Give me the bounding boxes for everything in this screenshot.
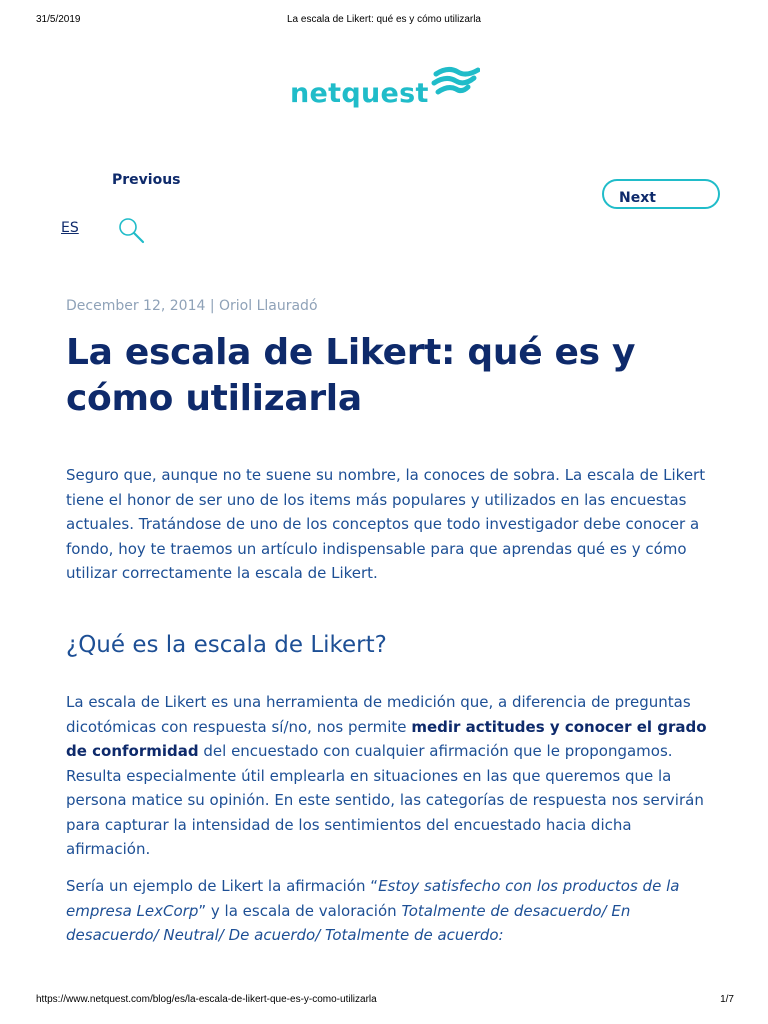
search-icon (117, 216, 147, 246)
print-url: https://www.netquest.com/blog/es/la-escala-de-likert-que-es-y-como-utilizarla (36, 994, 377, 1005)
example-paragraph (66, 874, 716, 948)
example-text-1: Sería un ejemplo de Likert la afirmación “ (66, 877, 379, 895)
search-button[interactable] (117, 216, 147, 246)
definition-text-1: La escala de Likert es una herramienta de medición que, a diferencia de preguntas dicotómicas con respuesta sí/no, nos permite (66, 693, 691, 736)
wave-stripes-icon (428, 66, 480, 96)
language-selector[interactable]: ES (61, 220, 79, 236)
next-button[interactable] (602, 179, 720, 209)
example-text-2: ” y la escala de valoración (198, 901, 402, 920)
netquest-logo[interactable] (290, 66, 490, 116)
next-button-label: Next (619, 190, 656, 206)
definition-text-2: del encuestado con cualquier afirmación que le propongamos. Resulta especialmente útil emplearla en situaciones en las que queremos que la persona matice su opinión. En este sentido, las categorías de respuesta nos servirán para capturar la intensidad de los sentimientos del encuestado hacia dicha afirmación. (66, 742, 704, 858)
example-scale: Totalmente de desacuerdo/ En desacuerdo/ Neutral/ De acuerdo/ Totalmente de acuerdo: (66, 901, 631, 944)
previous-link[interactable]: Previous (112, 172, 181, 188)
intro-paragraph: Seguro que, aunque no te suene su nombre, la conoces de sobra. La escala de Likert tiene el honor de ser uno de los items más populares y utilizados en las encuestas actuales. Tratándose de uno de los conceptos que todo investigador debe conocer a fondo, hoy te traemos un artículo indispensable para que aprendas qué es y cómo utilizar correctamente la escala de Likert. (66, 466, 706, 582)
definition-paragraph (66, 690, 716, 862)
print-footer (0, 994, 768, 1008)
print-header (0, 14, 768, 28)
logo-wordmark: netquest (290, 78, 429, 109)
print-page-title: La escala de Likert: qué es y cómo utilizarla (287, 14, 481, 25)
article-title: La escala de Likert: qué es y cómo utilizarla (66, 332, 636, 419)
definition-emphasis: medir actitudes y conocer el grado de conformidad (66, 717, 707, 760)
print-date: 31/5/2019 (36, 14, 81, 25)
example-quote: Estoy satisfecho con los productos de la empresa LexCorp (66, 877, 680, 920)
section-heading: ¿Qué es la escala de Likert? (66, 632, 387, 658)
article-meta: December 12, 2014 | Oriol Llauradó (66, 298, 318, 314)
print-page-number: 1/7 (720, 994, 734, 1005)
